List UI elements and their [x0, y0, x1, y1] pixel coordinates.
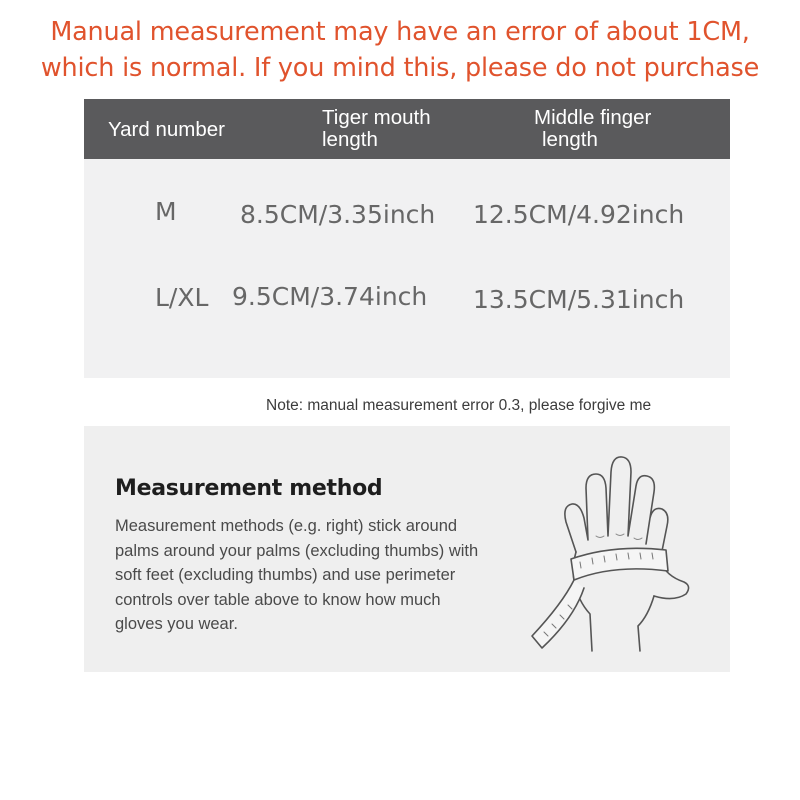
- row-m-middle-finger: 12.5CM/4.92inch: [473, 200, 685, 229]
- measurement-note: Note: manual measurement error 0.3, please forgive me: [266, 397, 652, 414]
- size-table: [84, 99, 730, 378]
- method-description: [115, 514, 545, 637]
- method-title: Measurement method: [115, 476, 383, 501]
- row-lxl-size: L/XL: [155, 283, 209, 312]
- header-middle-finger-length: [534, 107, 651, 151]
- warning-line-2: which is normal. If you mind this, please do not purchase: [40, 53, 760, 83]
- row-m-tiger-mouth: 8.5CM/3.35inch: [240, 200, 436, 229]
- method-line: controls over table above to know how much: [115, 590, 441, 609]
- row-m-size: M: [155, 197, 177, 226]
- header-tiger-mouth-line2: length: [322, 128, 378, 151]
- header-yard-number: Yard number: [108, 118, 225, 141]
- row-lxl-middle-finger: 13.5CM/5.31inch: [473, 285, 685, 314]
- row-lxl-tiger-mouth: 9.5CM/3.74inch: [232, 282, 428, 311]
- method-line: gloves you wear.: [115, 615, 238, 633]
- table-header: [84, 99, 730, 159]
- header-tiger-mouth-length: [322, 107, 431, 151]
- method-line: soft feet (excluding thumbs) and use perimeter: [115, 566, 456, 584]
- header-tiger-mouth-line1: Tiger mouth: [322, 106, 431, 129]
- warning-line-1: Manual measurement may have an error of about 1CM,: [50, 17, 750, 47]
- header-middle-finger-line2: length: [542, 128, 598, 151]
- header-middle-finger-line1: Middle finger: [534, 106, 652, 129]
- measurement-method-card: [84, 426, 730, 672]
- method-line: Measurement methods (e.g. right) stick around: [115, 517, 458, 535]
- hand-with-tape-measure-icon: [514, 436, 694, 666]
- method-line: palms around your palms (excluding thumbs) with: [115, 541, 479, 560]
- purchase-warning: [0, 14, 800, 86]
